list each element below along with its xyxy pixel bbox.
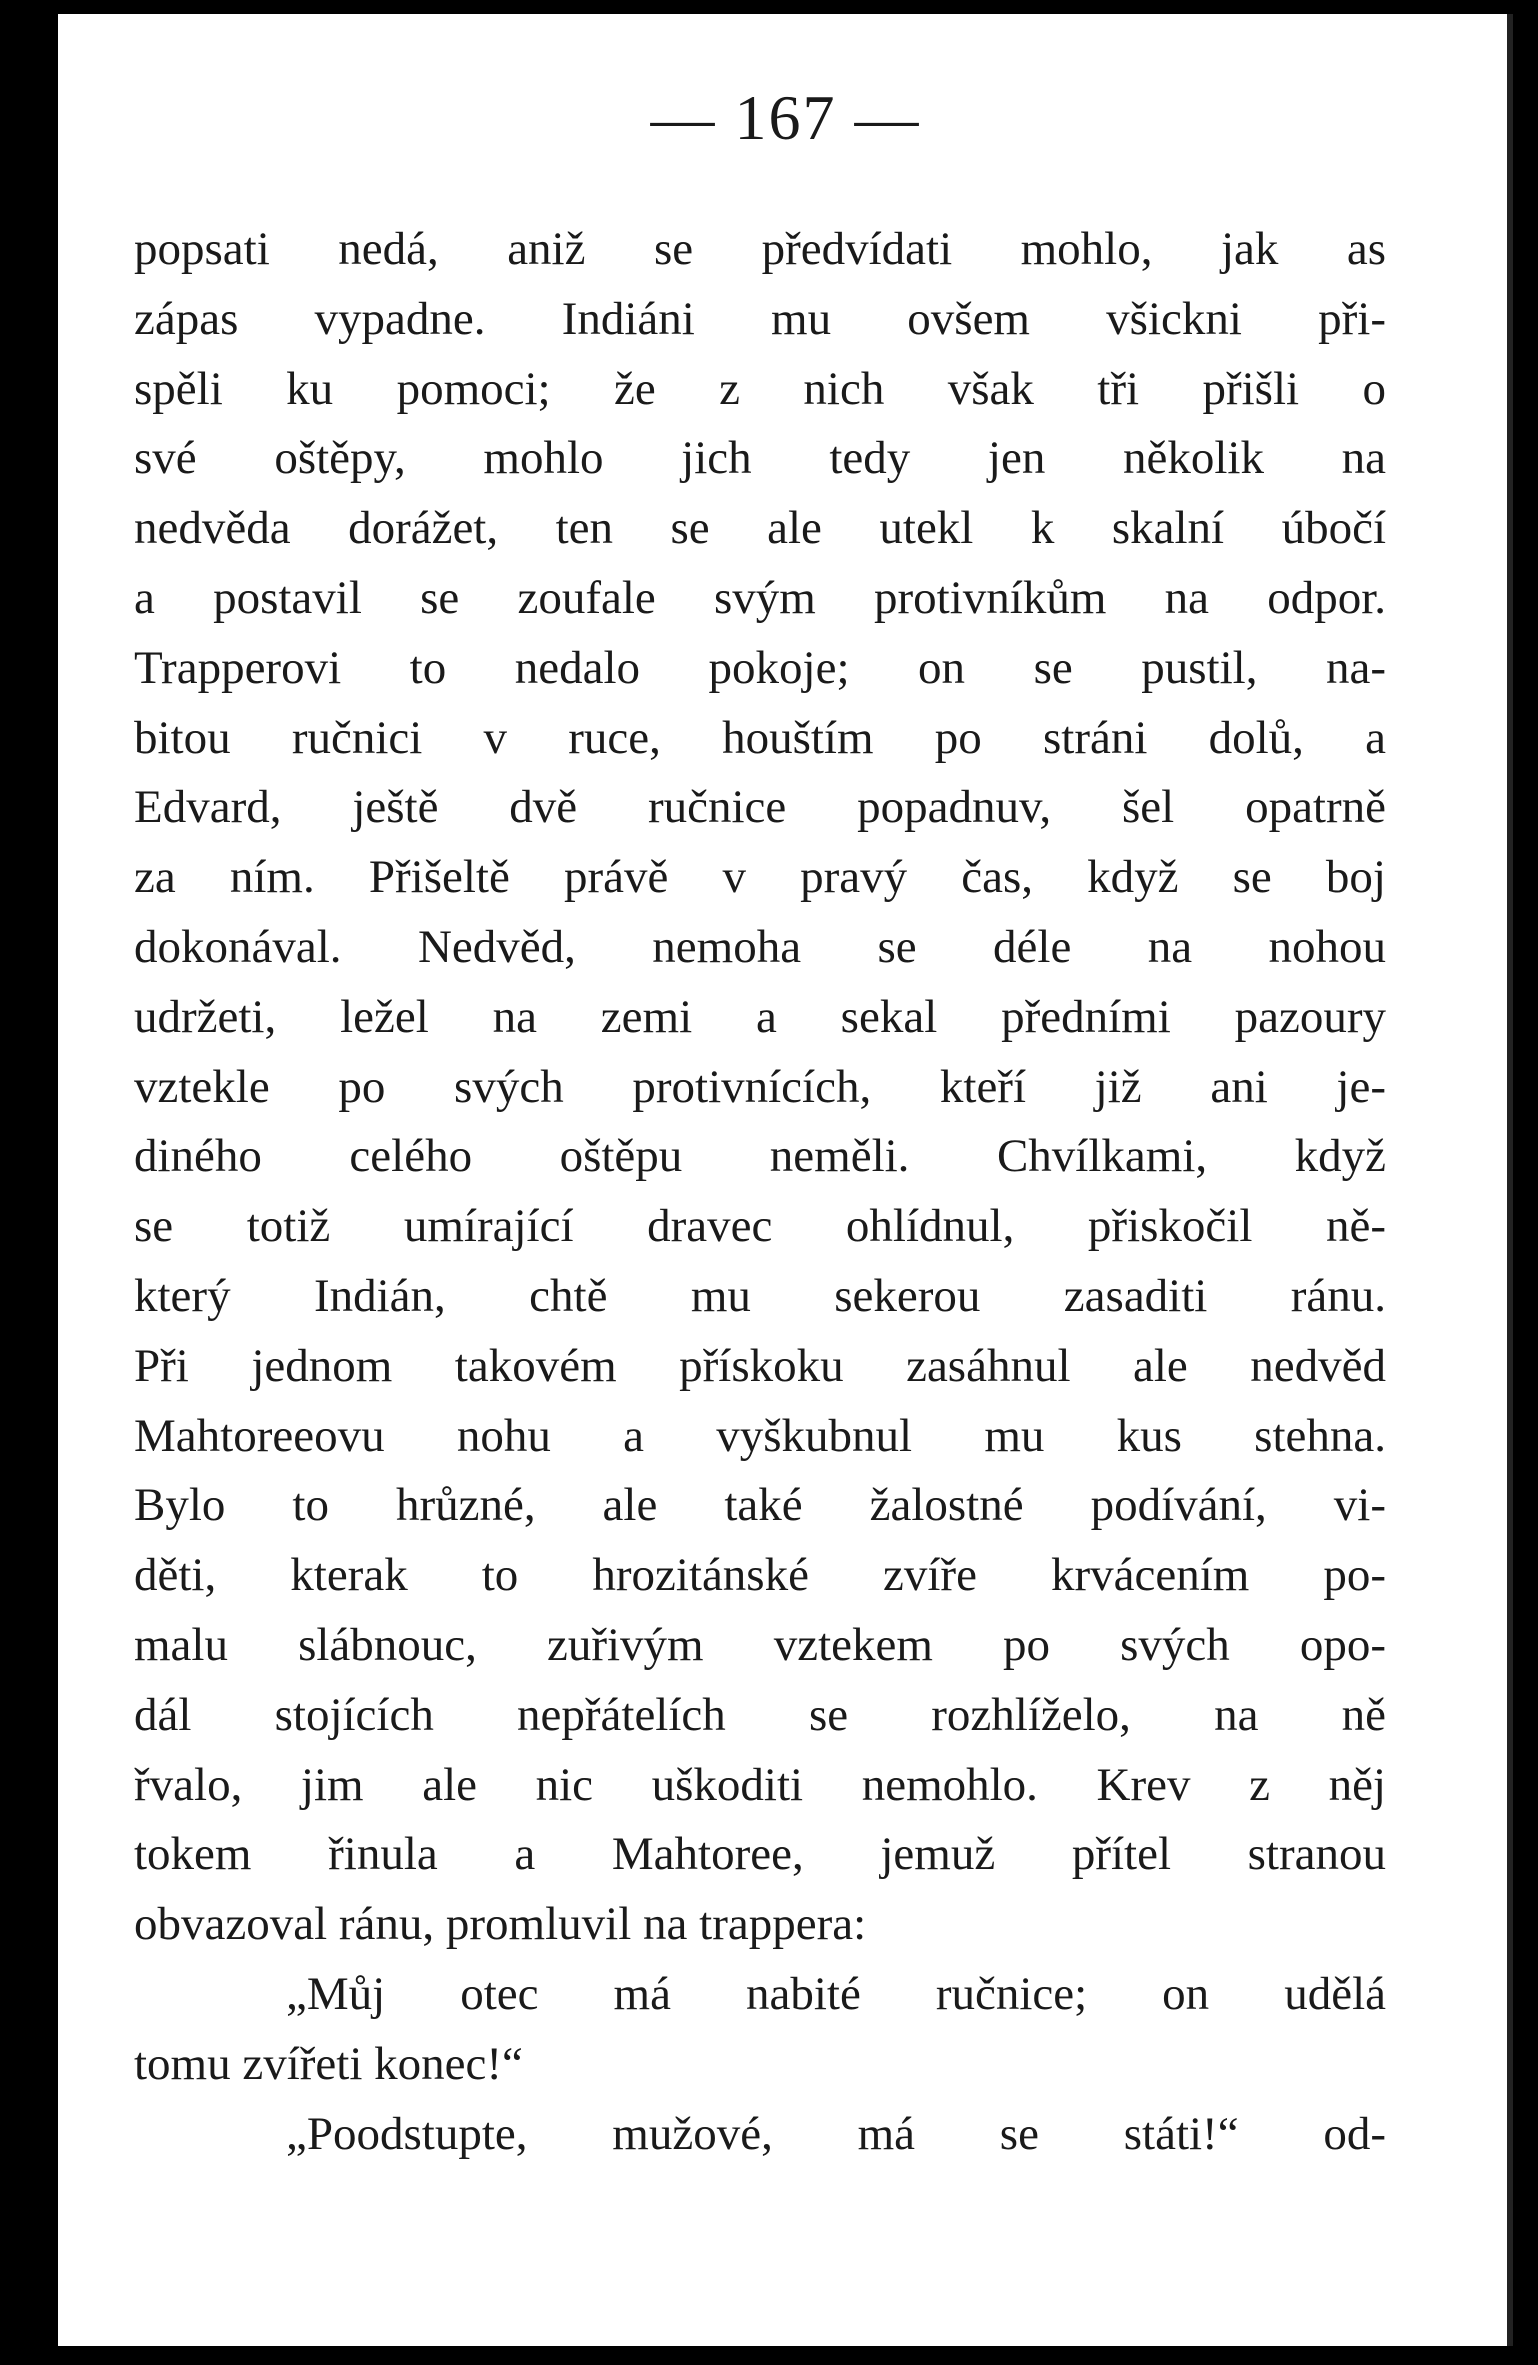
book-page bbox=[58, 14, 1513, 2346]
text-line: tokem řinula a Mahtoree, jemuž přítel stranou bbox=[134, 1828, 1386, 1881]
text-line: zápas vypadne. Indiáni mu ovšem všickni při- bbox=[134, 292, 1386, 345]
text-line: dál stojících nepřátelích se rozhlíželo, na ně bbox=[134, 1688, 1386, 1741]
text-line: své oštěpy, mohlo jich tedy jen několik na bbox=[134, 432, 1386, 485]
text-line: se totiž umírající dravec ohlídnul, přiskočil ně- bbox=[134, 1200, 1386, 1253]
text-line: „Poodstupte, mužové, má se státi!“ od- bbox=[286, 2107, 1386, 2160]
text-line: řvalo, jim ale nic uškoditi nemohlo. Krev z něj bbox=[134, 1758, 1386, 1811]
text-line: Mahtoreeovu nohu a vyškubnul mu kus stehna. bbox=[134, 1409, 1386, 1462]
text-line: a postavil se zoufale svým protivníkům na odpor. bbox=[134, 571, 1386, 624]
text-line: malu slábnouc, zuřivým vztekem po svých opo- bbox=[134, 1618, 1386, 1671]
text-line: Při jednom takovém přískoku zasáhnul ale nedvěd bbox=[134, 1339, 1386, 1392]
text-line: vztekle po svých protivnících, kteří již ani je- bbox=[134, 1060, 1386, 1113]
text-line: udržeti, ležel na zemi a sekal předními pazoury bbox=[134, 990, 1386, 1043]
text-line: obvazoval ránu, promluvil na trappera: bbox=[134, 1898, 867, 1951]
text-line: popsati nedá, aniž se předvídati mohlo, jak as bbox=[134, 223, 1386, 275]
page-edge-shadow bbox=[1507, 14, 1513, 2346]
text-line: za ním. Přišeltě právě v pravý čas, když se boj bbox=[134, 851, 1386, 904]
text-line: děti, kterak to hrozitánské zvíře krvácením po- bbox=[134, 1549, 1386, 1602]
text-line: Edvard, ještě dvě ručnice popadnuv, šel opatrně bbox=[134, 781, 1386, 834]
text-line: nedvěda dorážet, ten se ale utekl k skalní úbočí bbox=[134, 502, 1386, 555]
text-line: bitou ručnici v ruce, houštím po stráni dolů, a bbox=[134, 711, 1386, 764]
text-line: „Můj otec má nabité ručnice; on udělá bbox=[286, 1967, 1386, 2020]
text-line: Trapperovi to nedalo pokoje; on se pustil, na- bbox=[134, 641, 1386, 694]
text-line: tomu zvířeti konec!“ bbox=[134, 2037, 523, 2090]
body-text bbox=[134, 215, 1386, 2169]
page-number: — 167 — bbox=[650, 82, 921, 153]
text-line: který Indián, chtě mu sekerou zasaditi ránu. bbox=[134, 1269, 1386, 1322]
text-line: dokonával. Nedvěd, nemoha se déle na nohou bbox=[134, 920, 1386, 973]
text-line: diného celého oštěpu neměli. Chvílkami, když bbox=[134, 1130, 1386, 1183]
text-line: Bylo to hrůzné, ale také žalostné podívání, vi- bbox=[134, 1479, 1386, 1532]
text-line: spěli ku pomoci; že z nich však tři přišli o bbox=[134, 362, 1386, 415]
